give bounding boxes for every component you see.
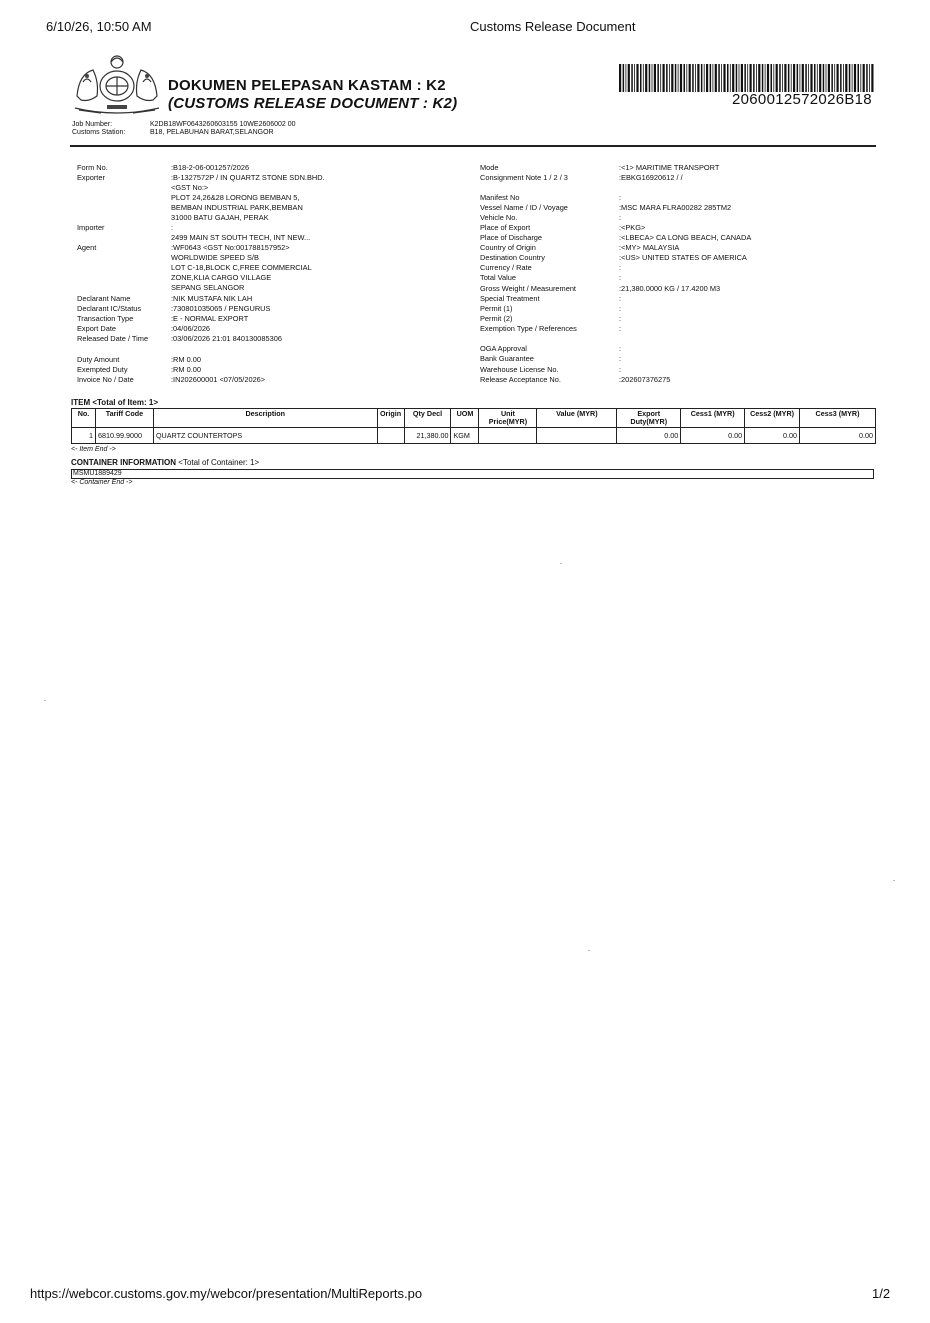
cell-no: 1 (72, 428, 96, 444)
barcode-bar (808, 64, 809, 92)
barcode-bar (652, 64, 653, 92)
barcode-number: 2060012572026B18 (732, 91, 872, 108)
barcode-bar (669, 64, 670, 92)
cell-origin (377, 428, 404, 444)
field-value: :EBKG16920612 / / (619, 173, 683, 182)
col-description: Description (153, 409, 377, 428)
field-label: Mode (480, 163, 499, 172)
print-url: https://webcor.customs.gov.my/webcor/presentation/MultiReports.po (30, 1286, 423, 1301)
barcode-bar (782, 64, 783, 92)
field-value: :04/06/2026 (171, 324, 211, 333)
barcode-bar (858, 64, 860, 92)
barcode-bar (869, 64, 870, 92)
barcode-bar (718, 64, 720, 92)
field-value: :<PKG> (619, 223, 646, 232)
field-value: 2499 MAIN ST SOUTH TECH, INT NEW... (171, 233, 311, 242)
barcode-bar (843, 64, 844, 92)
field-value: <GST No:> (171, 183, 209, 192)
barcode-bar (747, 64, 748, 92)
barcode-bar (784, 64, 786, 92)
barcode-bar (684, 64, 686, 92)
field-value: :RM 0.00 (171, 355, 201, 364)
item-table-header (72, 409, 876, 428)
col-cess3: Cess3 (MYR) (800, 409, 876, 428)
field-label: Exemption Type / References (480, 324, 577, 333)
field-value: :21,380.0000 KG / 17.4200 M3 (619, 284, 721, 293)
field-label: Export Date (77, 324, 117, 333)
document-title-malay: DOKUMEN PELEPASAN KASTAM : K2 (168, 77, 446, 94)
barcode-bar (715, 64, 717, 92)
barcode-bar (771, 64, 773, 92)
field-value: SEPANG SELANGOR (171, 283, 245, 292)
barcode-bar (654, 64, 656, 92)
col-cess1: Cess1 (MYR) (681, 409, 745, 428)
field-value: :202607376275 (619, 375, 671, 384)
field-label: Released Date / Time (77, 334, 149, 343)
field-value: :B18-2-06-001257/2026 (171, 163, 250, 172)
barcode-bar (756, 64, 757, 92)
barcode-bar (741, 64, 743, 92)
col-export-duty: Export Duty(MYR) (617, 409, 681, 428)
field-label: Declarant IC/Status (77, 304, 142, 313)
barcode-bar (840, 64, 842, 92)
field-label: Destination Country (480, 253, 545, 262)
barcode-bar (765, 64, 766, 92)
barcode-bar (692, 64, 694, 92)
field-value: :E - NORMAL EXPORT (171, 314, 249, 323)
field-label: Exempted Duty (77, 365, 128, 374)
field-value: : (619, 344, 622, 353)
field-label: Currency / Rate (480, 263, 532, 272)
barcode-bar (640, 64, 642, 92)
col-no: No. (72, 409, 96, 428)
barcode-bar (744, 64, 746, 92)
cell-cess3: 0.00 (800, 428, 876, 444)
field-value: :B-1327572P / IN QUARTZ STONE SDN.BHD. (171, 173, 325, 182)
field-value: :RM 0.00 (171, 365, 201, 374)
scan-speck (588, 950, 590, 951)
customs-station-row (72, 129, 274, 137)
job-number-label: Job Number: (72, 121, 113, 128)
print-datetime: 6/10/26, 10:50 AM (46, 19, 152, 34)
cell-unit-price (479, 428, 537, 444)
field-label: Country of Origin (480, 243, 536, 252)
barcode-bar (730, 64, 731, 92)
field-value: :<1> MARITIME TRANSPORT (619, 163, 720, 172)
cell-uom: KGM (451, 428, 479, 444)
field-value: : (619, 365, 622, 374)
barcode-bar (797, 64, 799, 92)
barcode-bar (657, 64, 659, 92)
item-section-title: ITEM <Total of Item: 1> (71, 398, 158, 407)
field-value: LOT C-18,BLOCK C,FREE COMMERCIAL (171, 263, 312, 272)
job-number-value: K2DB18WF0643260603155 10WE2606002 00 (150, 121, 296, 128)
field-label: Invoice No / Date (77, 375, 134, 384)
barcode-bar (686, 64, 687, 92)
field-value: : (619, 213, 622, 222)
scan-speck (44, 700, 46, 701)
print-page-number: 1/2 (872, 1286, 891, 1301)
barcode-bar (800, 64, 801, 92)
customs-station-value: B18, PELABUHAN BARAT,SELANGOR (150, 129, 274, 136)
barcode-bar (831, 64, 833, 92)
barcode-bar (802, 64, 804, 92)
barcode-bar (643, 64, 644, 92)
field-label: Place of Export (480, 223, 531, 232)
barcode-bar (623, 64, 625, 92)
cell-tariff-code: 6810.99.9000 (95, 428, 153, 444)
field-value: : (619, 263, 622, 272)
field-label: Form No. (77, 163, 108, 172)
field-label: Duty Amount (77, 355, 120, 364)
field-label: Gross Weight / Measurement (480, 284, 576, 293)
barcode-bar (767, 64, 769, 92)
barcode-bar (860, 64, 861, 92)
barcode-bar (863, 64, 865, 92)
field-label: Agent (77, 243, 97, 252)
field-value: :<US> UNITED STATES OF AMERICA (619, 253, 747, 262)
barcode-bar (628, 64, 630, 92)
field-label: Transaction Type (77, 314, 134, 323)
barcode-bar (636, 64, 638, 92)
barcode-bar (779, 64, 781, 92)
barcode-bar (810, 64, 812, 92)
col-cess2: Cess2 (MYR) (745, 409, 800, 428)
customs-station-label: Customs Station: (72, 129, 126, 136)
field-value: : (619, 304, 622, 313)
barcode-bar (634, 64, 635, 92)
barcode-bar (710, 64, 712, 92)
barcode-bar (713, 64, 714, 92)
cell-description: QUARTZ COUNTERTOPS (153, 428, 377, 444)
cell-value (537, 428, 617, 444)
field-value: :MSC MARA FLRA00282 285TM2 (619, 203, 732, 212)
barcode-bar (837, 64, 839, 92)
barcode-bar (750, 64, 752, 92)
barcode-bar (828, 64, 830, 92)
field-value: 31000 BATU GAJAH, PERAK (171, 213, 269, 222)
barcode-bar (671, 64, 673, 92)
barcode-bar (758, 64, 760, 92)
field-value: : (619, 314, 622, 323)
barcode-bar (680, 64, 682, 92)
barcode-bar (631, 64, 633, 92)
field-label: Manifest No (480, 193, 520, 202)
coat-of-arms-icon (71, 52, 163, 118)
barcode-bar (689, 64, 691, 92)
item-end-marker: <- Item End -> (71, 446, 116, 453)
field-label: Permit (2) (480, 314, 513, 323)
barcode-bar (826, 64, 827, 92)
cell-export-duty: 0.00 (617, 428, 681, 444)
field-value: : (619, 354, 622, 363)
field-value: :03/06/2026 21:01 840130085306 (171, 334, 282, 343)
scan-speck (893, 880, 895, 881)
field-value: :WF0643 <GST No:001788157952> (171, 243, 290, 252)
barcode-bar (701, 64, 703, 92)
barcode-bar (732, 64, 734, 92)
barcode-bar (666, 64, 668, 92)
barcode-bar (871, 64, 873, 92)
field-label: Special Treatment (480, 294, 540, 303)
cell-cess1: 0.00 (681, 428, 745, 444)
field-value: :730801035065 / PENGURUS (171, 304, 271, 313)
barcode-bar (773, 64, 774, 92)
barcode-bar (817, 64, 818, 92)
container-total: <Total of Container: 1> (178, 458, 260, 467)
cell-qty-decl: 21,380.00 (404, 428, 451, 444)
barcode-bar (866, 64, 868, 92)
field-value: :NIK MUSTAFA NIK LAH (171, 294, 253, 303)
field-value: : (619, 273, 622, 282)
barcode-bar (845, 64, 847, 92)
field-value: : (619, 294, 622, 303)
field-value: WORLDWIDE SPEED S/B (171, 253, 259, 262)
barcode-bar (849, 64, 851, 92)
barcode-bar (723, 64, 725, 92)
item-total: <Total of Item: 1> (92, 398, 158, 407)
col-uom: UOM (451, 409, 479, 428)
barcode-bar (727, 64, 729, 92)
barcode-bar (675, 64, 677, 92)
col-tariff-code: Tariff Code (95, 409, 153, 428)
field-value: :<LBECA> CA LONG BEACH, CANADA (619, 233, 752, 242)
barcode-bar (649, 64, 651, 92)
header-divider (70, 145, 876, 147)
field-label: Release Acceptance No. (480, 375, 561, 384)
cell-cess2: 0.00 (745, 428, 800, 444)
col-unit-price: Unit Price(MYR) (479, 409, 537, 428)
barcode-bar (645, 64, 647, 92)
field-label: Vehicle No. (480, 213, 518, 222)
barcode-bar (721, 64, 722, 92)
field-label: Bank Guarantee (480, 354, 534, 363)
barcode-bar (736, 64, 738, 92)
field-value: :IN202600001 <07/05/2026> (171, 375, 266, 384)
barcode-bar (791, 64, 792, 92)
barcode-bar (823, 64, 825, 92)
barcode-bar (753, 64, 755, 92)
field-label: Consignment Note 1 / 2 / 3 (480, 173, 568, 182)
field-value: : (619, 193, 622, 202)
barcode-bar (805, 64, 807, 92)
field-label: Declarant Name (77, 294, 131, 303)
barcode-bar (619, 64, 621, 92)
col-origin: Origin (377, 409, 404, 428)
container-section-title: CONTAINER INFORMATION <Total of Container: 1> (71, 458, 260, 467)
col-value: Value (MYR) (537, 409, 617, 428)
barcode-bar (814, 64, 816, 92)
container-number: MSMU1889429 (73, 470, 122, 477)
field-label: Permit (1) (480, 304, 513, 313)
scan-speck (560, 563, 562, 564)
barcode-bar (695, 64, 696, 92)
barcode-bar (854, 64, 856, 92)
barcode-bar (776, 64, 778, 92)
barcode-bar (852, 64, 853, 92)
barcode-bar (819, 64, 821, 92)
container-end-marker: <- Container End -> (71, 479, 133, 486)
barcode-bar (626, 64, 627, 92)
field-value: BEMBAN INDUSTRIAL PARK,BEMBAN (171, 203, 303, 212)
barcode-bar (739, 64, 740, 92)
barcode-bar (704, 64, 705, 92)
field-value: : (619, 324, 622, 333)
field-label: Place of Discharge (480, 233, 543, 242)
barcode-bar (788, 64, 790, 92)
container-list (71, 469, 874, 479)
barcode (619, 64, 874, 92)
barcode-bar (660, 64, 661, 92)
field-label: Vessel Name / ID / Voyage (480, 203, 568, 212)
field-label: Exporter (77, 173, 105, 182)
job-number-row (72, 121, 296, 129)
field-label: OGA Approval (480, 344, 527, 353)
col-qty-decl: Qty Decl (404, 409, 451, 428)
item-table (71, 408, 876, 444)
field-label: Importer (77, 223, 105, 232)
barcode-bar (706, 64, 708, 92)
print-page-title: Customs Release Document (470, 19, 636, 34)
barcode-bar (834, 64, 835, 92)
field-value: ZONE,KLIA CARGO VILLAGE (171, 273, 272, 282)
field-value: PLOT 24,26&28 LORONG BEMBAN 5, (171, 193, 300, 202)
field-value: :<MY> MALAYSIA (619, 243, 680, 252)
table-row (72, 428, 876, 444)
field-label: Total Value (480, 273, 517, 282)
barcode-bar (697, 64, 699, 92)
field-label: Warehouse License No. (480, 365, 559, 374)
barcode-bar (762, 64, 764, 92)
barcode-bar (678, 64, 679, 92)
field-value: : (171, 223, 174, 232)
document-title-english: (CUSTOMS RELEASE DOCUMENT : K2) (168, 95, 458, 112)
barcode-bar (793, 64, 795, 92)
barcode-bar (663, 64, 665, 92)
